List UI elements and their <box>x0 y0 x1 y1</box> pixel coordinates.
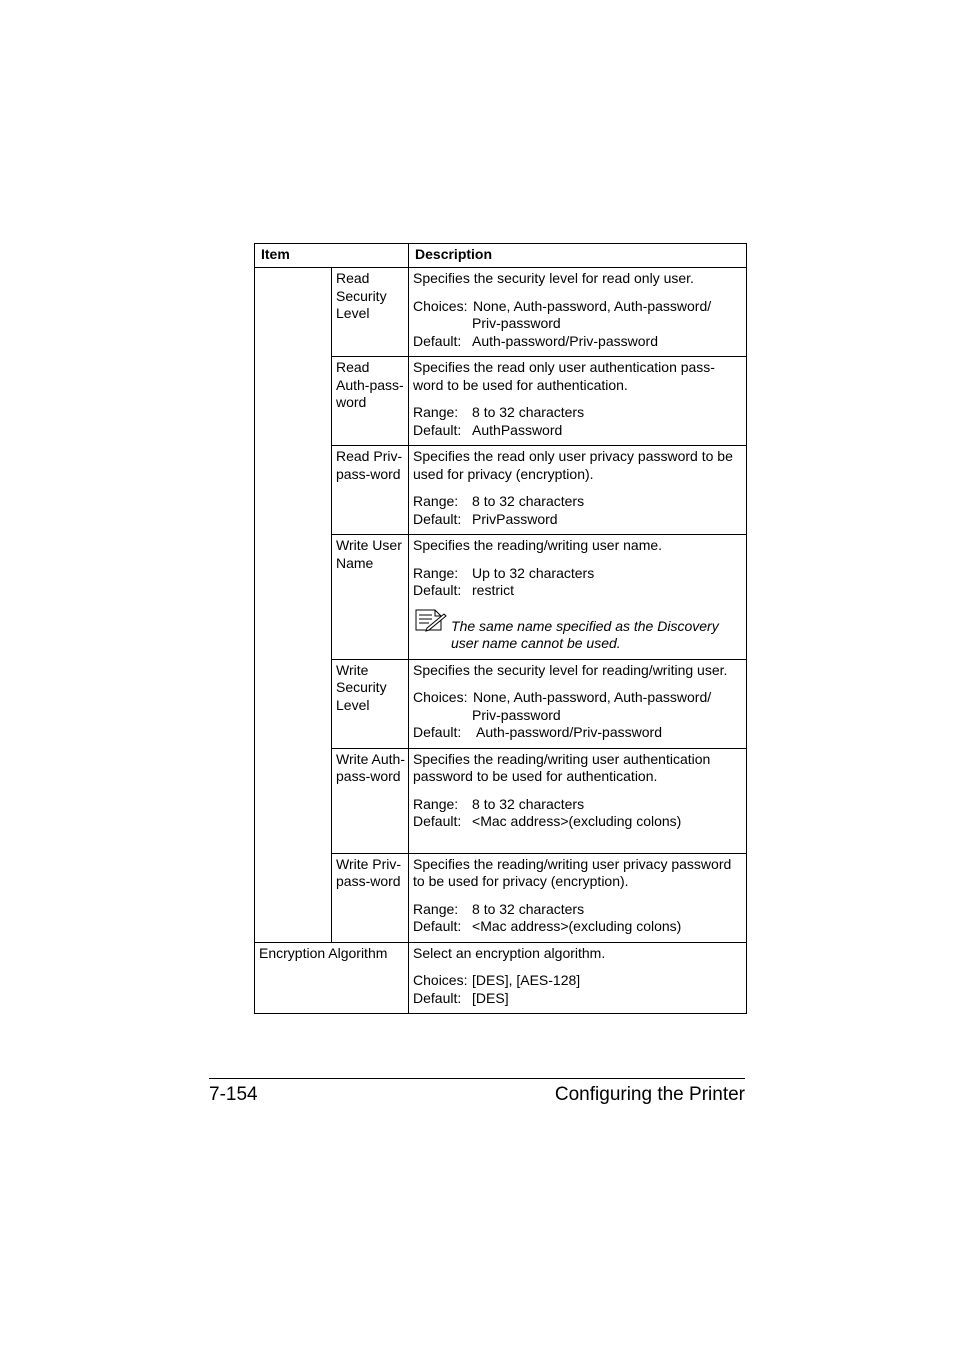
settings-table <box>254 243 747 1014</box>
choices-continuation: Priv-password <box>472 315 561 331</box>
description-text: Specifies the security level for read only user. <box>413 270 694 286</box>
note-block <box>413 608 742 653</box>
description-cell <box>409 748 747 853</box>
note-text: The same name specified as the Discovery user name cannot be used. <box>451 617 719 651</box>
description-text: Specifies the read only user privacy password to be used for privacy (encryption). <box>413 448 733 482</box>
section-title: Configuring the Printer <box>554 1084 745 1105</box>
description-cell <box>409 942 747 1014</box>
note-pencil-icon <box>413 608 451 653</box>
item-cell: Write User Name <box>332 535 409 660</box>
description-cell <box>409 357 747 446</box>
footer-divider <box>209 1078 745 1079</box>
range-line: Range: 8 to 32 characters <box>413 404 585 420</box>
description-cell <box>409 535 747 660</box>
header-item: Item <box>255 244 409 268</box>
header-description: Description <box>409 244 747 268</box>
description-cell <box>409 659 747 748</box>
default-line: Default: PrivPassword <box>413 510 558 527</box>
description-cell <box>409 268 747 357</box>
range-line: Range: Up to 32 characters <box>413 564 595 581</box>
table-row <box>255 942 747 1014</box>
range-line: Range: 8 to 32 characters <box>413 900 585 917</box>
description-cell <box>409 853 747 942</box>
description-text: Specifies the security level for reading/writing user. <box>413 661 728 678</box>
item-cell: Write Priv-pass-word <box>332 853 409 942</box>
table-row <box>255 268 747 357</box>
item-cell: Write Auth-pass-word <box>332 748 409 853</box>
description-text: Specifies the reading/writing user name. <box>413 537 663 553</box>
range-line: Range: 8 to 32 characters <box>413 795 585 812</box>
default-line: Default: [DES] <box>413 989 509 1006</box>
item-cell: Encryption Algorithm <box>255 942 409 1014</box>
item-cell: Read Priv-pass-word <box>332 446 409 535</box>
default-line: Default: <Mac address>(excluding colons) <box>413 813 682 829</box>
group-cell <box>255 268 332 943</box>
choices-line: Choices: None, Auth-password, Auth-password/ <box>413 297 712 314</box>
default-line: Default: Auth-password/Priv-password <box>413 724 662 740</box>
item-cell: Read Security Level <box>332 268 409 357</box>
item-cell: Read Auth-pass-word <box>332 357 409 446</box>
choices-line: Choices: None, Auth-password, Auth-password/ <box>413 689 712 705</box>
default-line: Default: Auth-password/Priv-password <box>413 332 658 349</box>
choices-line: Choices: [DES], [AES-128] <box>413 972 581 988</box>
choices-continuation: Priv-password <box>472 706 561 723</box>
description-text: Specifies the reading/writing user authentication password to be used for authentication. <box>413 750 711 784</box>
description-text: Select an encryption algorithm. <box>413 944 606 961</box>
page-number: 7-154 <box>209 1084 258 1105</box>
table-header-row <box>255 244 747 268</box>
default-line: Default: AuthPassword <box>413 421 563 438</box>
description-text: Specifies the read only user authentication pass-word to be used for authentication. <box>413 359 715 393</box>
default-line: Default: <Mac address>(excluding colons) <box>413 918 682 934</box>
default-line: Default: restrict <box>413 582 515 598</box>
item-cell: Write Security Level <box>332 659 409 748</box>
range-line: Range: 8 to 32 characters <box>413 493 585 509</box>
description-cell <box>409 446 747 535</box>
description-text: Specifies the reading/writing user privacy password to be used for privacy (encryption). <box>413 855 732 889</box>
